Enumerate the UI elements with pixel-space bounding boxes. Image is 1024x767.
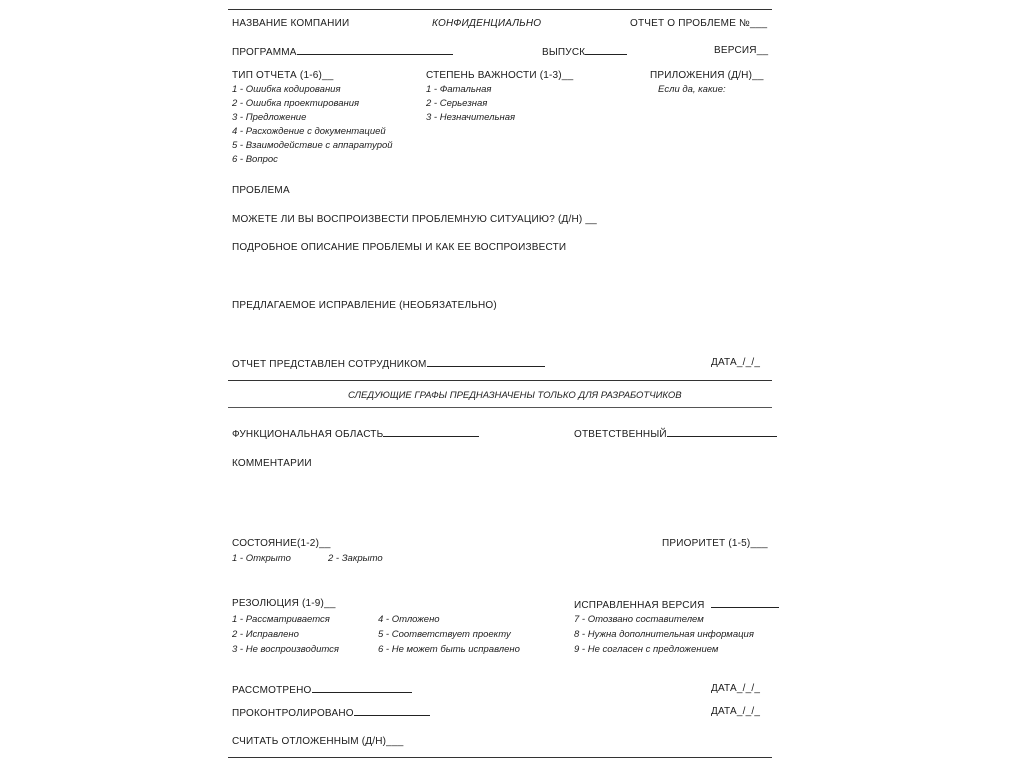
fixed-version-field[interactable] [574, 598, 779, 611]
status-open: 1 - Открыто [232, 553, 291, 564]
divider-rule [228, 407, 772, 408]
program-label: ПРОГРАММА [232, 47, 297, 58]
resolution-option: 1 - Рассматривается [232, 614, 330, 625]
functional-area-field[interactable] [232, 427, 479, 440]
fixed-version-blank[interactable] [711, 598, 779, 608]
responsible-label: ОТВЕТСТВЕННЫЙ [574, 429, 667, 440]
release-label: ВЫПУСК [542, 47, 586, 58]
program-field[interactable] [232, 45, 453, 58]
tested-label: ПРОКОНТРОЛИРОВАНО [232, 708, 354, 719]
reported-by-field[interactable] [232, 357, 545, 370]
version-field[interactable]: ВЕРСИЯ__ [714, 45, 769, 56]
reported-by-label: ОТЧЕТ ПРЕДСТАВЛЕН СОТРУДНИКОМ [232, 359, 427, 370]
report-type-item: 4 - Расхождение с документацией [232, 126, 386, 137]
report-date-field[interactable]: ДАТА_/_/_ [711, 357, 761, 368]
status-label[interactable]: СОСТОЯНИЕ(1-2)__ [232, 538, 331, 549]
resolution-option: 4 - Отложено [378, 614, 440, 625]
attachments-note: Если да, какие: [658, 84, 726, 95]
resolution-option: 3 - Не воспроизводится [232, 644, 339, 655]
description-label[interactable]: ПОДРОБНОЕ ОПИСАНИЕ ПРОБЛЕМЫ И КАК ЕЕ ВОСПРОИЗВЕСТИ [232, 242, 567, 253]
fixed-version-label: ИСПРАВЛЕННАЯ ВЕРСИЯ [574, 600, 705, 611]
status-closed: 2 - Закрыто [328, 553, 383, 564]
company-name-label: НАЗВАНИЕ КОМПАНИИ [232, 18, 350, 29]
attachments-label[interactable]: ПРИЛОЖЕНИЯ (Д/Н)__ [650, 70, 764, 81]
reproduce-question[interactable]: МОЖЕТЕ ЛИ ВЫ ВОСПРОИЗВЕСТИ ПРОБЛЕМНУЮ СИТУАЦИЮ? (Д/Н) __ [232, 214, 597, 225]
resolution-option: 7 - Отозвано составителем [574, 614, 704, 625]
severity-item: 2 - Серьезная [426, 98, 488, 109]
release-field[interactable] [542, 45, 627, 58]
report-type-item: 5 - Взаимодействие с аппаратурой [232, 140, 393, 151]
functional-area-blank[interactable] [383, 427, 479, 437]
problem-report-form [224, 0, 776, 767]
reported-by-blank[interactable] [427, 357, 545, 367]
resolution-option: 5 - Соответствует проекту [378, 629, 511, 640]
resolution-option: 6 - Не может быть исправлено [378, 644, 520, 655]
report-type-item: 2 - Ошибка проектирования [232, 98, 360, 109]
problem-label[interactable]: ПРОБЛЕМА [232, 185, 290, 196]
divider-rule [228, 380, 772, 381]
tested-date-field[interactable]: ДАТА_/_/_ [711, 706, 761, 717]
reviewed-field[interactable] [232, 683, 412, 696]
bottom-rule [228, 757, 772, 758]
confidential-label: КОНФИДЕНЦИАЛЬНО [432, 18, 542, 29]
resolution-option: 8 - Нужна дополнительная информация [574, 629, 754, 640]
reviewed-blank[interactable] [312, 683, 412, 693]
report-number-label[interactable]: ОТЧЕТ О ПРОБЛЕМЕ №___ [630, 18, 768, 29]
report-type-item: 3 - Предложение [232, 112, 307, 123]
report-type-label[interactable]: ТИП ОТЧЕТА (1-6)__ [232, 70, 334, 81]
resolution-label[interactable]: РЕЗОЛЮЦИЯ (1-9)__ [232, 598, 336, 609]
severity-item: 3 - Незначительная [426, 112, 516, 123]
responsible-blank[interactable] [667, 427, 777, 437]
comments-label[interactable]: КОММЕНТАРИИ [232, 458, 312, 469]
top-rule [228, 9, 772, 10]
tested-blank[interactable] [354, 706, 430, 716]
developers-only-banner: СЛЕДУЮЩИЕ ГРАФЫ ПРЕДНАЗНАЧЕНЫ ТОЛЬКО ДЛЯ РАЗРАБОТЧИКОВ [348, 390, 682, 401]
program-blank[interactable] [297, 45, 453, 55]
priority-label[interactable]: ПРИОРИТЕТ (1-5)___ [662, 538, 768, 549]
resolution-option: 2 - Исправлено [232, 629, 299, 640]
reviewed-date-field[interactable]: ДАТА_/_/_ [711, 683, 761, 694]
resolution-option: 9 - Не согласен с предложением [574, 644, 719, 655]
responsible-field[interactable] [574, 427, 777, 440]
severity-item: 1 - Фатальная [426, 84, 492, 95]
reviewed-label: РАССМОТРЕНО [232, 685, 312, 696]
release-blank[interactable] [585, 45, 627, 55]
suggested-fix-label[interactable]: ПРЕДЛАГАЕМОЕ ИСПРАВЛЕНИЕ (НЕОБЯЗАТЕЛЬНО) [232, 300, 497, 311]
deferred-label[interactable]: СЧИТАТЬ ОТЛОЖЕННЫМ (Д/Н)___ [232, 736, 404, 747]
report-type-item: 6 - Вопрос [232, 154, 278, 165]
tested-field[interactable] [232, 706, 430, 719]
severity-label[interactable]: СТЕПЕНЬ ВАЖНОСТИ (1-3)__ [426, 70, 574, 81]
report-type-item: 1 - Ошибка кодирования [232, 84, 341, 95]
functional-area-label: ФУНКЦИОНАЛЬНАЯ ОБЛАСТЬ [232, 429, 384, 440]
